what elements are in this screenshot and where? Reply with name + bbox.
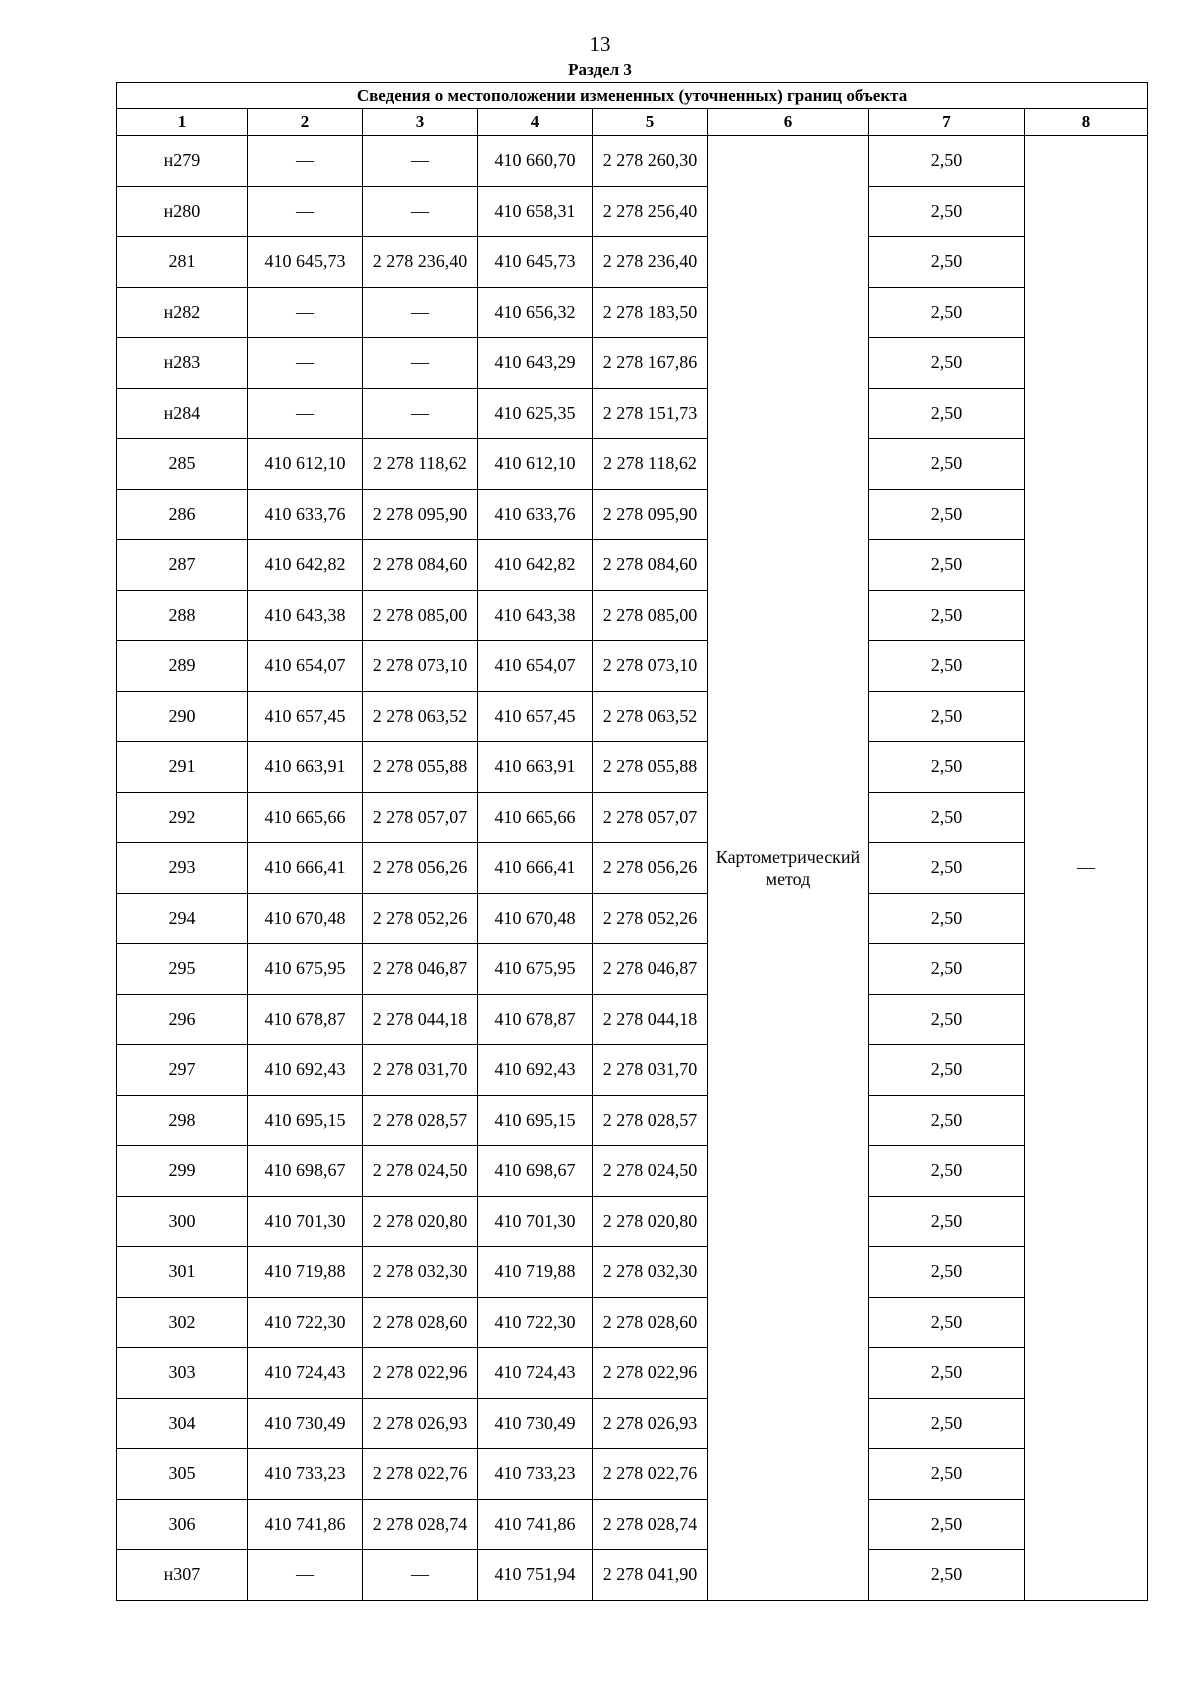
existing-x-cell: — xyxy=(248,1550,363,1601)
point-number-cell: 292 xyxy=(117,792,248,843)
refined-x-cell: 410 695,15 xyxy=(478,1095,593,1146)
existing-y-cell: 2 278 028,74 xyxy=(363,1499,478,1550)
column-number: 8 xyxy=(1025,109,1148,136)
table-row xyxy=(117,742,1148,793)
page-number: 13 xyxy=(589,32,611,56)
existing-x-cell: 410 724,43 xyxy=(248,1348,363,1399)
refined-y-cell: 2 278 167,86 xyxy=(593,338,708,389)
accuracy-cell: 2,50 xyxy=(869,1146,1025,1197)
existing-x-cell: 410 665,66 xyxy=(248,792,363,843)
accuracy-cell: 2,50 xyxy=(869,742,1025,793)
refined-y-cell: 2 278 046,87 xyxy=(593,944,708,995)
point-number-cell: 288 xyxy=(117,590,248,641)
point-number-cell: 297 xyxy=(117,1045,248,1096)
table-row xyxy=(117,792,1148,843)
refined-x-cell: 410 751,94 xyxy=(478,1550,593,1601)
accuracy-cell: 2,50 xyxy=(869,287,1025,338)
accuracy-cell: 2,50 xyxy=(869,843,1025,894)
table-row xyxy=(117,893,1148,944)
existing-x-cell: — xyxy=(248,338,363,389)
table-row xyxy=(117,1398,1148,1449)
existing-x-cell: 410 657,45 xyxy=(248,691,363,742)
refined-y-cell: 2 278 085,00 xyxy=(593,590,708,641)
existing-y-cell: 2 278 022,76 xyxy=(363,1449,478,1500)
table-row xyxy=(117,136,1148,187)
existing-y-cell: 2 278 095,90 xyxy=(363,489,478,540)
point-number-cell: 302 xyxy=(117,1297,248,1348)
boundary-coordinates-table xyxy=(116,82,1148,1601)
refined-x-cell: 410 698,67 xyxy=(478,1146,593,1197)
accuracy-cell: 2,50 xyxy=(869,489,1025,540)
existing-y-cell: — xyxy=(363,287,478,338)
accuracy-cell: 2,50 xyxy=(869,186,1025,237)
table-row xyxy=(117,691,1148,742)
existing-x-cell: 410 701,30 xyxy=(248,1196,363,1247)
table-row xyxy=(117,1499,1148,1550)
accuracy-cell: 2,50 xyxy=(869,1499,1025,1550)
table-row xyxy=(117,1348,1148,1399)
refined-y-cell: 2 278 032,30 xyxy=(593,1247,708,1298)
existing-x-cell: 410 666,41 xyxy=(248,843,363,894)
accuracy-cell: 2,50 xyxy=(869,893,1025,944)
existing-y-cell: — xyxy=(363,136,478,187)
existing-x-cell: — xyxy=(248,388,363,439)
point-number-cell: 301 xyxy=(117,1247,248,1298)
refined-y-cell: 2 278 118,62 xyxy=(593,439,708,490)
existing-x-cell: 410 675,95 xyxy=(248,944,363,995)
point-number-cell: 296 xyxy=(117,994,248,1045)
table-row xyxy=(117,186,1148,237)
accuracy-cell: 2,50 xyxy=(869,388,1025,439)
refined-y-cell: 2 278 052,26 xyxy=(593,893,708,944)
accuracy-cell: 2,50 xyxy=(869,338,1025,389)
table-row xyxy=(117,489,1148,540)
refined-y-cell: 2 278 028,74 xyxy=(593,1499,708,1550)
refined-y-cell: 2 278 028,60 xyxy=(593,1297,708,1348)
existing-x-cell: 410 642,82 xyxy=(248,540,363,591)
accuracy-cell: 2,50 xyxy=(869,1348,1025,1399)
column-number: 4 xyxy=(478,109,593,136)
existing-x-cell: 410 654,07 xyxy=(248,641,363,692)
column-8-cell: — xyxy=(1025,136,1148,1601)
point-number-cell: 306 xyxy=(117,1499,248,1550)
column-number: 5 xyxy=(593,109,708,136)
existing-x-cell: — xyxy=(248,287,363,338)
existing-x-cell: 410 670,48 xyxy=(248,893,363,944)
refined-y-cell: 2 278 056,26 xyxy=(593,843,708,894)
point-number-cell: 287 xyxy=(117,540,248,591)
refined-x-cell: 410 654,07 xyxy=(478,641,593,692)
refined-y-cell: 2 278 256,40 xyxy=(593,186,708,237)
point-number-cell: 285 xyxy=(117,439,248,490)
refined-x-cell: 410 675,95 xyxy=(478,944,593,995)
point-number-cell: 305 xyxy=(117,1449,248,1500)
table-row xyxy=(117,944,1148,995)
existing-x-cell: 410 741,86 xyxy=(248,1499,363,1550)
accuracy-cell: 2,50 xyxy=(869,1247,1025,1298)
existing-x-cell: 410 643,38 xyxy=(248,590,363,641)
section-label: Раздел 3 xyxy=(568,60,632,79)
point-number-cell: 304 xyxy=(117,1398,248,1449)
accuracy-cell: 2,50 xyxy=(869,1095,1025,1146)
method-cell xyxy=(708,136,869,1601)
point-number-cell: 303 xyxy=(117,1348,248,1399)
table-row xyxy=(117,1095,1148,1146)
existing-y-cell: 2 278 236,40 xyxy=(363,237,478,288)
refined-x-cell: 410 724,43 xyxy=(478,1348,593,1399)
existing-y-cell: 2 278 056,26 xyxy=(363,843,478,894)
existing-y-cell: 2 278 055,88 xyxy=(363,742,478,793)
table-row xyxy=(117,590,1148,641)
existing-y-cell: 2 278 032,30 xyxy=(363,1247,478,1298)
existing-y-cell: 2 278 028,60 xyxy=(363,1297,478,1348)
refined-x-cell: 410 663,91 xyxy=(478,742,593,793)
existing-x-cell: 410 730,49 xyxy=(248,1398,363,1449)
refined-x-cell: 410 666,41 xyxy=(478,843,593,894)
accuracy-cell: 2,50 xyxy=(869,691,1025,742)
existing-y-cell: 2 278 028,57 xyxy=(363,1095,478,1146)
table-row xyxy=(117,1045,1148,1096)
accuracy-cell: 2,50 xyxy=(869,1297,1025,1348)
table-row xyxy=(117,843,1148,894)
existing-x-cell: 410 645,73 xyxy=(248,237,363,288)
refined-y-cell: 2 278 057,07 xyxy=(593,792,708,843)
existing-x-cell: 410 633,76 xyxy=(248,489,363,540)
existing-x-cell: 410 612,10 xyxy=(248,439,363,490)
refined-x-cell: 410 722,30 xyxy=(478,1297,593,1348)
table-row xyxy=(117,237,1148,288)
point-number-cell: 299 xyxy=(117,1146,248,1197)
existing-y-cell: 2 278 057,07 xyxy=(363,792,478,843)
refined-x-cell: 410 670,48 xyxy=(478,893,593,944)
point-number-cell: 281 xyxy=(117,237,248,288)
point-number-cell: 295 xyxy=(117,944,248,995)
accuracy-cell: 2,50 xyxy=(869,237,1025,288)
refined-y-cell: 2 278 084,60 xyxy=(593,540,708,591)
refined-x-cell: 410 643,29 xyxy=(478,338,593,389)
refined-y-cell: 2 278 236,40 xyxy=(593,237,708,288)
point-number-cell: н282 xyxy=(117,287,248,338)
accuracy-cell: 2,50 xyxy=(869,641,1025,692)
accuracy-cell: 2,50 xyxy=(869,994,1025,1045)
refined-x-cell: 410 660,70 xyxy=(478,136,593,187)
refined-y-cell: 2 278 055,88 xyxy=(593,742,708,793)
refined-x-cell: 410 730,49 xyxy=(478,1398,593,1449)
point-number-cell: 300 xyxy=(117,1196,248,1247)
table-row xyxy=(117,1449,1148,1500)
column-number: 7 xyxy=(869,109,1025,136)
existing-y-cell: 2 278 118,62 xyxy=(363,439,478,490)
accuracy-cell: 2,50 xyxy=(869,792,1025,843)
point-number-cell: н307 xyxy=(117,1550,248,1601)
table-row xyxy=(117,1550,1148,1601)
point-number-cell: н279 xyxy=(117,136,248,187)
accuracy-cell: 2,50 xyxy=(869,1550,1025,1601)
accuracy-cell: 2,50 xyxy=(869,590,1025,641)
existing-y-cell: 2 278 022,96 xyxy=(363,1348,478,1399)
refined-y-cell: 2 278 022,76 xyxy=(593,1449,708,1500)
refined-y-cell: 2 278 260,30 xyxy=(593,136,708,187)
point-number-cell: 291 xyxy=(117,742,248,793)
column-number-row xyxy=(117,109,1148,136)
column-number: 6 xyxy=(708,109,869,136)
existing-x-cell: 410 719,88 xyxy=(248,1247,363,1298)
point-number-cell: н284 xyxy=(117,388,248,439)
point-number-cell: 289 xyxy=(117,641,248,692)
existing-y-cell: 2 278 024,50 xyxy=(363,1146,478,1197)
refined-x-cell: 410 657,45 xyxy=(478,691,593,742)
table-row xyxy=(117,1196,1148,1247)
refined-y-cell: 2 278 183,50 xyxy=(593,287,708,338)
method-text: Картометрический метод xyxy=(715,846,861,889)
table-title: Сведения о местоположении измененных (уточненных) границ объекта xyxy=(117,83,1148,109)
table-row xyxy=(117,439,1148,490)
existing-y-cell: — xyxy=(363,1550,478,1601)
accuracy-cell: 2,50 xyxy=(869,136,1025,187)
table-row xyxy=(117,641,1148,692)
refined-y-cell: 2 278 041,90 xyxy=(593,1550,708,1601)
table-row xyxy=(117,1146,1148,1197)
existing-x-cell: — xyxy=(248,136,363,187)
table-row xyxy=(117,287,1148,338)
existing-x-cell: 410 698,67 xyxy=(248,1146,363,1197)
existing-y-cell: — xyxy=(363,186,478,237)
refined-x-cell: 410 719,88 xyxy=(478,1247,593,1298)
column-number: 1 xyxy=(117,109,248,136)
existing-x-cell: 410 692,43 xyxy=(248,1045,363,1096)
accuracy-cell: 2,50 xyxy=(869,1196,1025,1247)
refined-x-cell: 410 656,32 xyxy=(478,287,593,338)
refined-y-cell: 2 278 044,18 xyxy=(593,994,708,1045)
refined-x-cell: 410 643,38 xyxy=(478,590,593,641)
point-number-cell: 294 xyxy=(117,893,248,944)
refined-x-cell: 410 642,82 xyxy=(478,540,593,591)
existing-x-cell: 410 695,15 xyxy=(248,1095,363,1146)
refined-x-cell: 410 612,10 xyxy=(478,439,593,490)
refined-x-cell: 410 692,43 xyxy=(478,1045,593,1096)
refined-x-cell: 410 733,23 xyxy=(478,1449,593,1500)
refined-x-cell: 410 741,86 xyxy=(478,1499,593,1550)
existing-y-cell: 2 278 085,00 xyxy=(363,590,478,641)
refined-y-cell: 2 278 024,50 xyxy=(593,1146,708,1197)
existing-y-cell: 2 278 020,80 xyxy=(363,1196,478,1247)
table-row xyxy=(117,994,1148,1045)
existing-x-cell: — xyxy=(248,186,363,237)
existing-y-cell: 2 278 046,87 xyxy=(363,944,478,995)
refined-y-cell: 2 278 020,80 xyxy=(593,1196,708,1247)
point-number-cell: 298 xyxy=(117,1095,248,1146)
accuracy-cell: 2,50 xyxy=(869,1398,1025,1449)
point-number-cell: н280 xyxy=(117,186,248,237)
table-body xyxy=(117,136,1148,1601)
existing-x-cell: 410 722,30 xyxy=(248,1297,363,1348)
existing-y-cell: — xyxy=(363,338,478,389)
refined-y-cell: 2 278 022,96 xyxy=(593,1348,708,1399)
refined-x-cell: 410 633,76 xyxy=(478,489,593,540)
accuracy-cell: 2,50 xyxy=(869,1045,1025,1096)
existing-x-cell: 410 678,87 xyxy=(248,994,363,1045)
refined-y-cell: 2 278 073,10 xyxy=(593,641,708,692)
refined-y-cell: 2 278 031,70 xyxy=(593,1045,708,1096)
existing-y-cell: 2 278 044,18 xyxy=(363,994,478,1045)
table-row xyxy=(117,338,1148,389)
existing-y-cell: 2 278 084,60 xyxy=(363,540,478,591)
refined-x-cell: 410 625,35 xyxy=(478,388,593,439)
existing-x-cell: 410 663,91 xyxy=(248,742,363,793)
refined-x-cell: 410 658,31 xyxy=(478,186,593,237)
table-row xyxy=(117,540,1148,591)
refined-x-cell: 410 678,87 xyxy=(478,994,593,1045)
refined-y-cell: 2 278 151,73 xyxy=(593,388,708,439)
existing-y-cell: 2 278 073,10 xyxy=(363,641,478,692)
refined-y-cell: 2 278 028,57 xyxy=(593,1095,708,1146)
refined-y-cell: 2 278 026,93 xyxy=(593,1398,708,1449)
column-number: 3 xyxy=(363,109,478,136)
accuracy-cell: 2,50 xyxy=(869,944,1025,995)
table-row xyxy=(117,388,1148,439)
table-row xyxy=(117,1297,1148,1348)
point-number-cell: 293 xyxy=(117,843,248,894)
column-number: 2 xyxy=(248,109,363,136)
existing-y-cell: 2 278 052,26 xyxy=(363,893,478,944)
point-number-cell: 290 xyxy=(117,691,248,742)
refined-y-cell: 2 278 095,90 xyxy=(593,489,708,540)
existing-y-cell: 2 278 026,93 xyxy=(363,1398,478,1449)
point-number-cell: н283 xyxy=(117,338,248,389)
refined-x-cell: 410 701,30 xyxy=(478,1196,593,1247)
refined-x-cell: 410 645,73 xyxy=(478,237,593,288)
existing-y-cell: 2 278 031,70 xyxy=(363,1045,478,1096)
refined-x-cell: 410 665,66 xyxy=(478,792,593,843)
existing-y-cell: — xyxy=(363,388,478,439)
accuracy-cell: 2,50 xyxy=(869,1449,1025,1500)
refined-y-cell: 2 278 063,52 xyxy=(593,691,708,742)
accuracy-cell: 2,50 xyxy=(869,439,1025,490)
accuracy-cell: 2,50 xyxy=(869,540,1025,591)
point-number-cell: 286 xyxy=(117,489,248,540)
table-row xyxy=(117,1247,1148,1298)
existing-y-cell: 2 278 063,52 xyxy=(363,691,478,742)
existing-x-cell: 410 733,23 xyxy=(248,1449,363,1500)
